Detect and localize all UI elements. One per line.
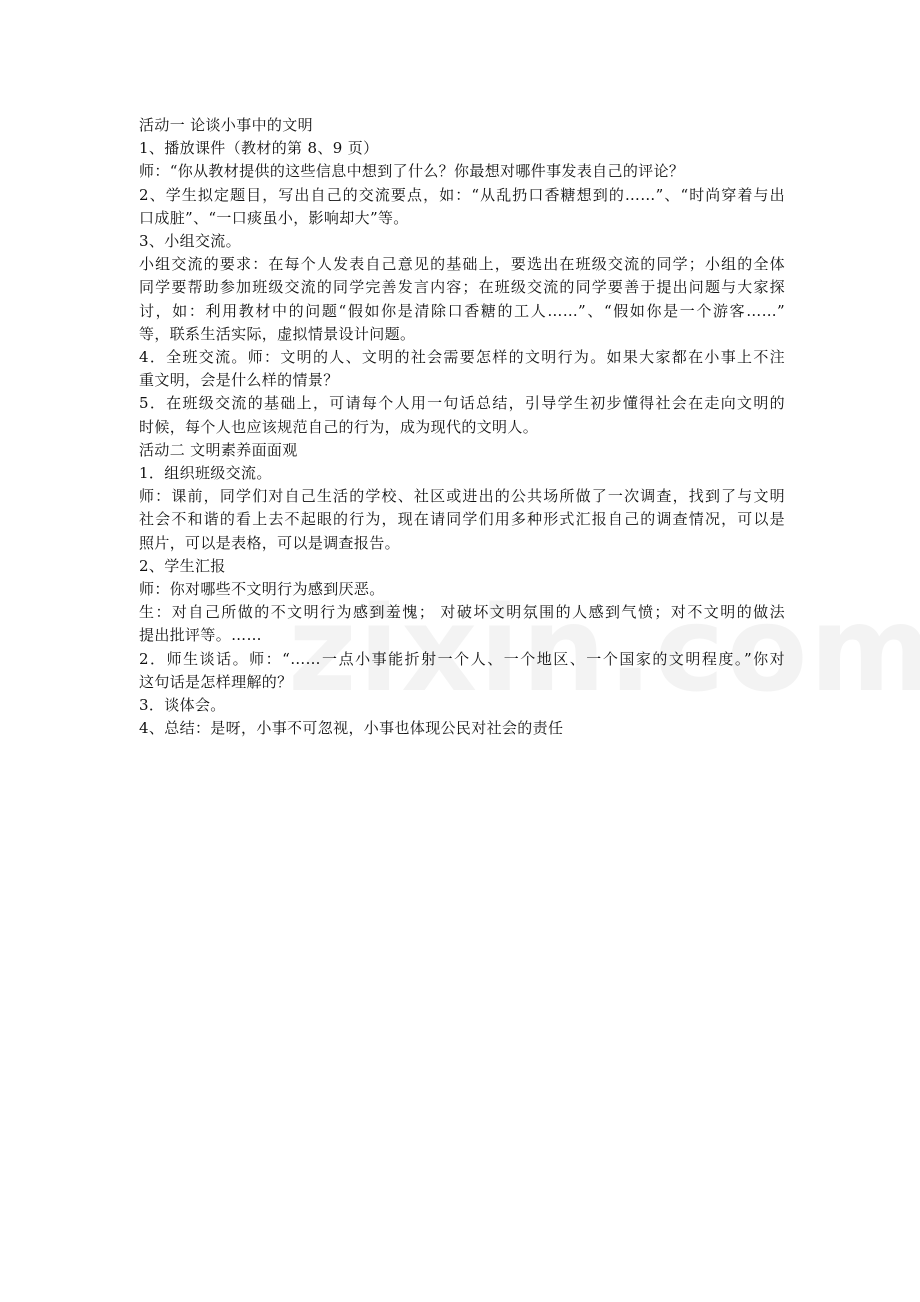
heading-activity-one: 活动一 论谈小事中的文明 [139,116,313,134]
text-line: 师：你对哪些不文明行为感到厌恶。 [139,580,385,599]
text-line: 小组交流的要求：在每个人发表自己意见的基础上，要选出在班级交流的同学；小组的全体 [139,255,785,274]
text-line: 社会不和谐的看上去不起眼的行为，现在请同学们用多种形式汇报自己的调查情况，可以是 [139,510,785,529]
text-line: 3．谈体会。 [139,696,226,715]
text-line: 重文明，会是什么样的情景？ [139,371,339,390]
text-line: 2、学生拟定题目，写出自己的交流要点，如：“从乱扔口香糖想到的……”、“时尚穿着与出 [139,185,785,204]
text-line: 1、播放课件（教材的第 8、9 页） [139,139,379,158]
text-line: 师：“你从教材提供的这些信息中想到了什么？你最想对哪件事发表自己的评论？ [139,162,685,181]
text-line: 2．师生谈话。师：“……一点小事能折射一个人、一个地区、一个国家的文明程度。”你对 [139,649,785,668]
text-line: 1．组织班级交流。 [139,464,272,483]
text-line: 这句话是怎样理解的？ [139,672,293,691]
text-line: 2、学生汇报 [139,556,226,575]
text-line: 4．全班交流。师：文明的人、文明的社会需要怎样的文明行为。如果大家都在小事上不注 [139,348,785,367]
text-line: 口成脏”、“一口痰虽小，影响却大”等。 [139,208,409,227]
text-line: 师：课前，同学们对自己生活的学校、社区或进出的公共场所做了一次调查，找到了与文明 [139,487,785,506]
text-line: 等，联系生活实际，虚拟情景设计问题。 [139,324,416,343]
text-line: 3、小组交流。 [139,232,241,251]
text-line: 讨，如：利用教材中的问题“假如你是清除口香糖的工人……”、“假如你是一个游客……” [139,301,785,320]
text-line: 提出批评等。…… [139,626,262,645]
text-line: 4、总结：是呀，小事不可忽视，小事也体现公民对社会的责任 [139,719,564,738]
document-body [139,114,785,740]
text-line: 照片，可以是表格，可以是调查报告。 [139,533,400,552]
text-line: 5．在班级交流的基础上，可请每个人用一句话总结，引导学生初步懂得社会在走向文明的 [139,394,785,413]
heading-activity-two: 活动二 文明素养面面观 [139,440,298,459]
text-line: 同学要帮助参加班级交流的同学完善发言内容；在班级交流的同学要善于提出问题与大家探 [139,278,785,297]
text-line: 生：对自己所做的不文明行为感到羞愧； 对破坏文明氛围的人感到气愤；对不文明的做法 [139,603,785,622]
text-line: 时候，每个人也应该规范自己的行为，成为现代的文明人。 [139,417,539,436]
